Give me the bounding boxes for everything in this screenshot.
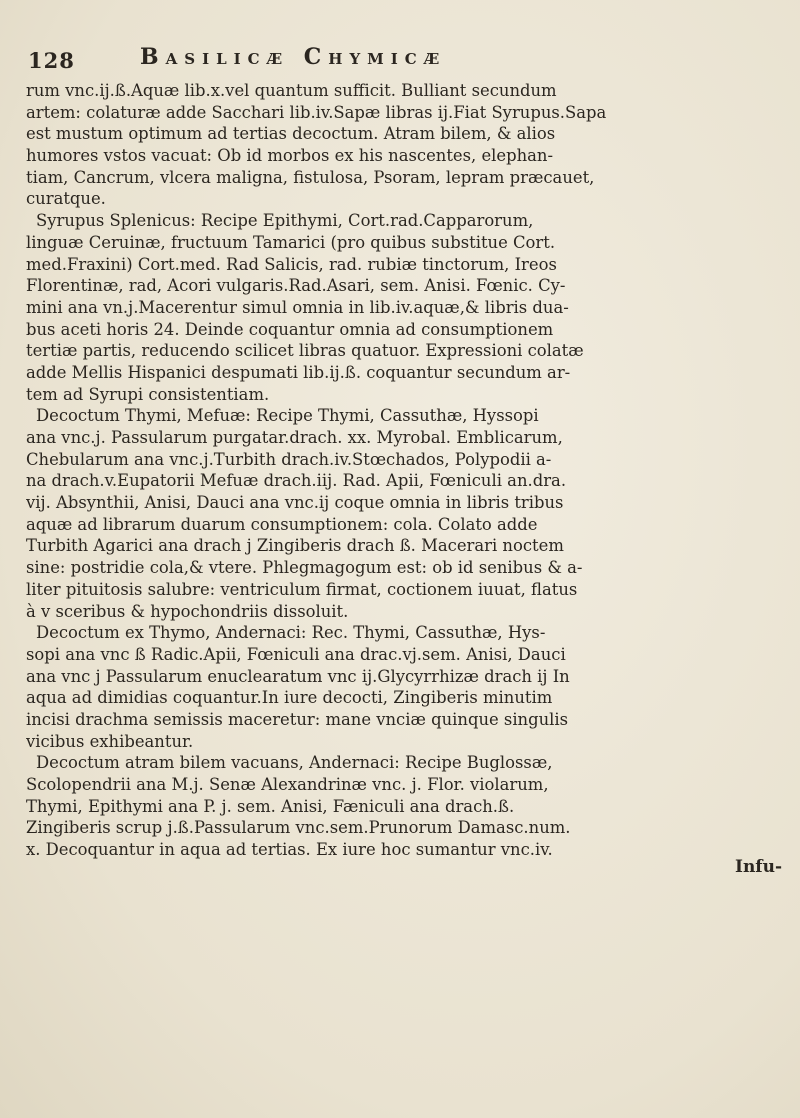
text-line: Decoctum ex Thymo, Andernaci: Rec. Thymi, Cassuthæ, Hys- (36, 623, 546, 643)
text-line: rum vnc.ij.ß.Aquæ lib.x.vel quantum sufficit. Bulliant secundum (26, 81, 557, 100)
text-line: x. Decoquantur in aqua ad tertias. Ex iure hoc sumantur vnc.iv. (26, 840, 553, 860)
text-line: aqua ad dimidias coquantur.In iure decocti, Zingiberis minutim (26, 688, 553, 708)
text-line: est mustum optimum ad tertias decoctum. Atram bilem, & alios (26, 124, 556, 144)
text-line: adde Mellis Hispanici despumati lib.ij.ß. coquantur secundum ar- (26, 362, 571, 382)
text-line: Decoctum atram bilem vacuans, Andernaci: Recipe Buglossæ, (36, 753, 553, 773)
text-line: humores vstos vacuat: Ob id morbos ex his nascentes, elephan- (26, 146, 554, 166)
text-line: ana vnc j Passularum enuclearatum vnc ij.Glycyrrhizæ drach ij In (26, 666, 570, 686)
text-line: vij. Absynthii, Anisi, Dauci ana vnc.ij coque omnia in libris tribus (26, 493, 564, 513)
text-line: liter pituitosis salubre: ventriculum firmat, coctionem iuuat, flatus (26, 579, 578, 599)
text-line: med.Fraxini) Cort.med. Rad Salicis, rad. rubiæ tinctorum, Ireos (26, 254, 557, 274)
text-line: curatque. (26, 189, 106, 209)
text-line: sine: postridie cola,& vtere. Phlegmagogum est: ob id senibus & a- (26, 558, 583, 578)
text-line: tem ad Syrupi consistentiam. (26, 384, 270, 404)
text-line: vicibus exhibeantur. (26, 731, 194, 751)
text-line: tiam, Cancrum, vlcera maligna, fistulosa, Psoram, lepram præcauet, (26, 167, 595, 187)
text-line: tertiæ partis, reducendo scilicet libras quatuor. Expressioni colatæ (26, 341, 584, 361)
catchword: Infu- (735, 857, 783, 877)
running-title: Basilicæ Chymicæ (140, 44, 447, 70)
text-line: Zingiberis scrup j.ß.Passularum vnc.sem.Prunorum Damasc.num. (26, 818, 571, 838)
text-line: aquæ ad librarum duarum consumptionem: cola. Colato adde (26, 514, 538, 534)
text-line: bus aceti horis 24. Deinde coquantur omnia ad consumptionem (26, 319, 554, 339)
text-line: Turbith Agarici ana drach j Zingiberis drach ß. Macerari noctem (26, 536, 564, 556)
text-line: ana vnc.j. Passularum purgatar.drach. xx. Myrobal. Emblicarum, (26, 428, 563, 447)
text-line: Chebularum ana vnc.j.Turbith drach.iv.Stœchados, Polypodii a- (26, 449, 552, 469)
text-line: Florentinæ, rad, Acori vulgaris.Rad.Asari, sem. Anisi. Fœnic. Cy- (26, 276, 566, 296)
text-line: sopi ana vnc ß Radic.Apii, Fœniculi ana drac.vj.sem. Anisi, Dauci (26, 644, 566, 664)
text-line: linguæ Ceruinæ, fructuum Tamarici (pro quibus substitue Cort. (26, 232, 556, 252)
body-text (26, 80, 786, 861)
text-line: Syrupus Splenicus: Recipe Epithymi, Cort.rad.Capparorum, (36, 211, 534, 231)
text-line: incisi drachma semissis maceretur: mane vnciæ quinque singulis (26, 709, 569, 729)
text-line: mini ana vn.j.Macerentur simul omnia in lib.iv.aquæ,& libris dua- (26, 297, 569, 317)
text-line: à v sceribus & hypochondriis dissoluit. (26, 601, 349, 621)
text-line: Thymi, Epithymi ana P. j. sem. Anisi, Fæniculi ana drach.ß. (26, 796, 515, 816)
page-number: 128 (28, 48, 75, 73)
page-header (28, 44, 788, 74)
text-line: na drach.v.Eupatorii Mefuæ drach.iij. Rad. Apii, Fœniculi an.dra. (26, 471, 567, 491)
text-line: artem: colaturæ adde Sacchari lib.iv.Sapæ libras ij.Fiat Syrupus.Sapa (26, 102, 607, 122)
text-line: Decoctum Thymi, Mefuæ: Recipe Thymi, Cassuthæ, Hyssopi (36, 406, 539, 426)
text-line: Scolopendrii ana M.j. Senæ Alexandrinæ vnc. j. Flor. violarum, (26, 775, 549, 794)
